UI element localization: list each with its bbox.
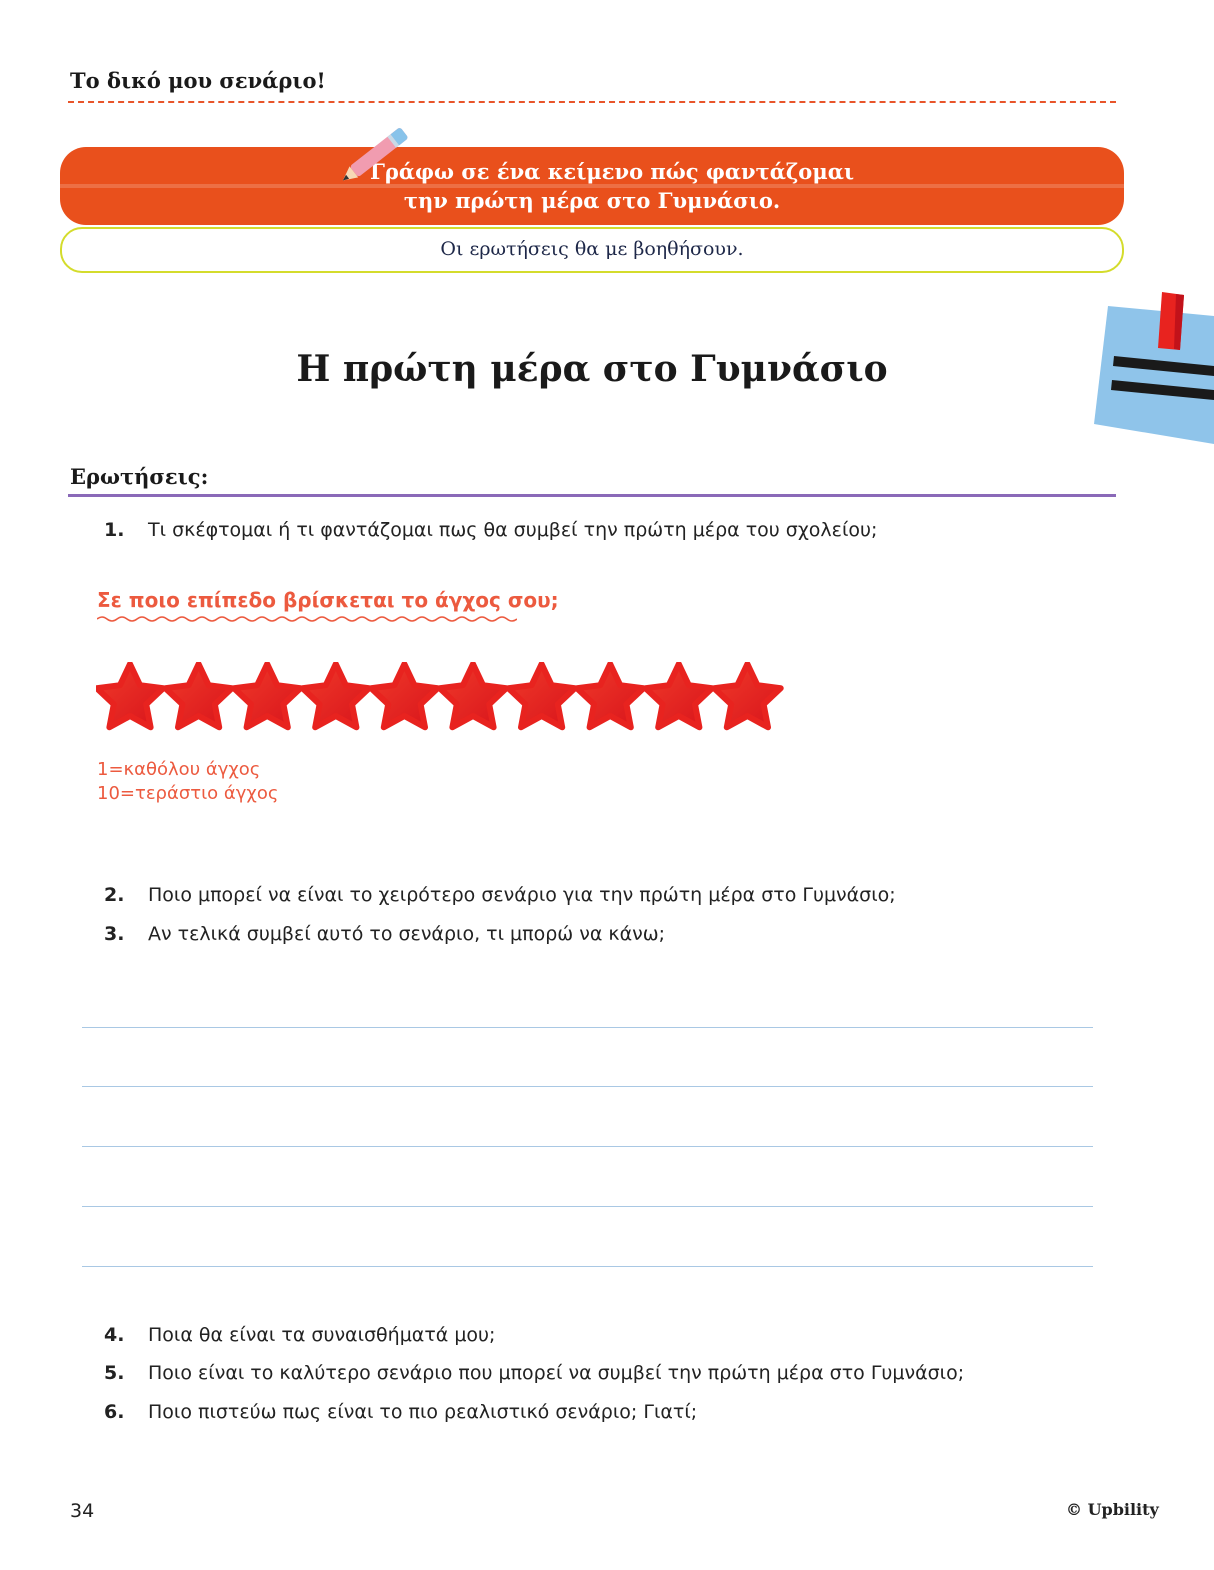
star-10[interactable]: [714, 664, 781, 727]
dashed-divider: [68, 101, 1116, 103]
page-number: 34: [70, 1500, 95, 1522]
copyright: © Upbility: [1066, 1500, 1159, 1519]
star-5[interactable]: [371, 664, 438, 727]
scale-high-label: 10=τεράστιο άγχος: [97, 783, 279, 804]
star-1[interactable]: [97, 664, 164, 727]
instruction-banner: [60, 147, 1124, 225]
question-5: 5. Ποιο είναι το καλύτερο σενάριο που μπορεί να συμβεί την πρώτη μέρα στο Γυμνάσιο;: [104, 1362, 965, 1384]
anxiety-star-rating[interactable]: [96, 662, 784, 734]
banner-line-2: την πρώτη μέρα στο Γυμνάσιο.: [403, 188, 781, 213]
question-4: 4. Ποια θα είναι τα συναισθήματά μου;: [104, 1324, 496, 1346]
wavy-underline: [97, 614, 517, 624]
star-9[interactable]: [646, 664, 713, 727]
hint-text: Οι ερωτήσεις θα με βοηθήσουν.: [440, 238, 744, 260]
star-7[interactable]: [508, 664, 575, 727]
question-3: 3. Αν τελικά συμβεί αυτό το σενάριο, τι μπορώ να κάνω;: [104, 923, 666, 945]
star-6[interactable]: [440, 664, 507, 727]
writing-line[interactable]: [82, 1206, 1093, 1207]
writing-line[interactable]: [82, 1086, 1093, 1087]
star-4[interactable]: [303, 664, 370, 727]
writing-line[interactable]: [82, 1266, 1093, 1267]
star-3[interactable]: [234, 664, 301, 727]
banner-line-1: Γράφω σε ένα κείμενο πώς φαντάζομαι: [369, 159, 855, 184]
hint-box: [60, 227, 1124, 273]
questions-heading: Ερωτήσεις:: [70, 464, 209, 489]
writing-line[interactable]: [82, 1027, 1093, 1028]
pencil-icon: [336, 120, 412, 186]
anxiety-question: Σε ποιο επίπεδο βρίσκεται το άγχος σου;: [97, 588, 559, 612]
star-2[interactable]: [165, 664, 232, 727]
star-8[interactable]: [577, 664, 644, 727]
question-2: 2. Ποιο μπορεί να είναι το χειρότερο σενάριο για την πρώτη μέρα στο Γυμνάσιο;: [104, 884, 896, 906]
section-title: Το δικό μου σενάριο!: [70, 68, 326, 93]
scale-low-label: 1=καθόλου άγχος: [97, 759, 261, 780]
heading-underline: [68, 494, 1116, 497]
main-title: Η πρώτη μέρα στο Γυμνάσιο: [296, 348, 888, 390]
question-6: 6. Ποιο πιστεύω πως είναι το πιο ρεαλιστικό σενάριο; Γιατί;: [104, 1401, 698, 1423]
question-1: 1. Τι σκέφτομαι ή τι φαντάζομαι πως θα συμβεί την πρώτη μέρα του σχολείου;: [104, 519, 878, 541]
writing-line[interactable]: [82, 1146, 1093, 1147]
